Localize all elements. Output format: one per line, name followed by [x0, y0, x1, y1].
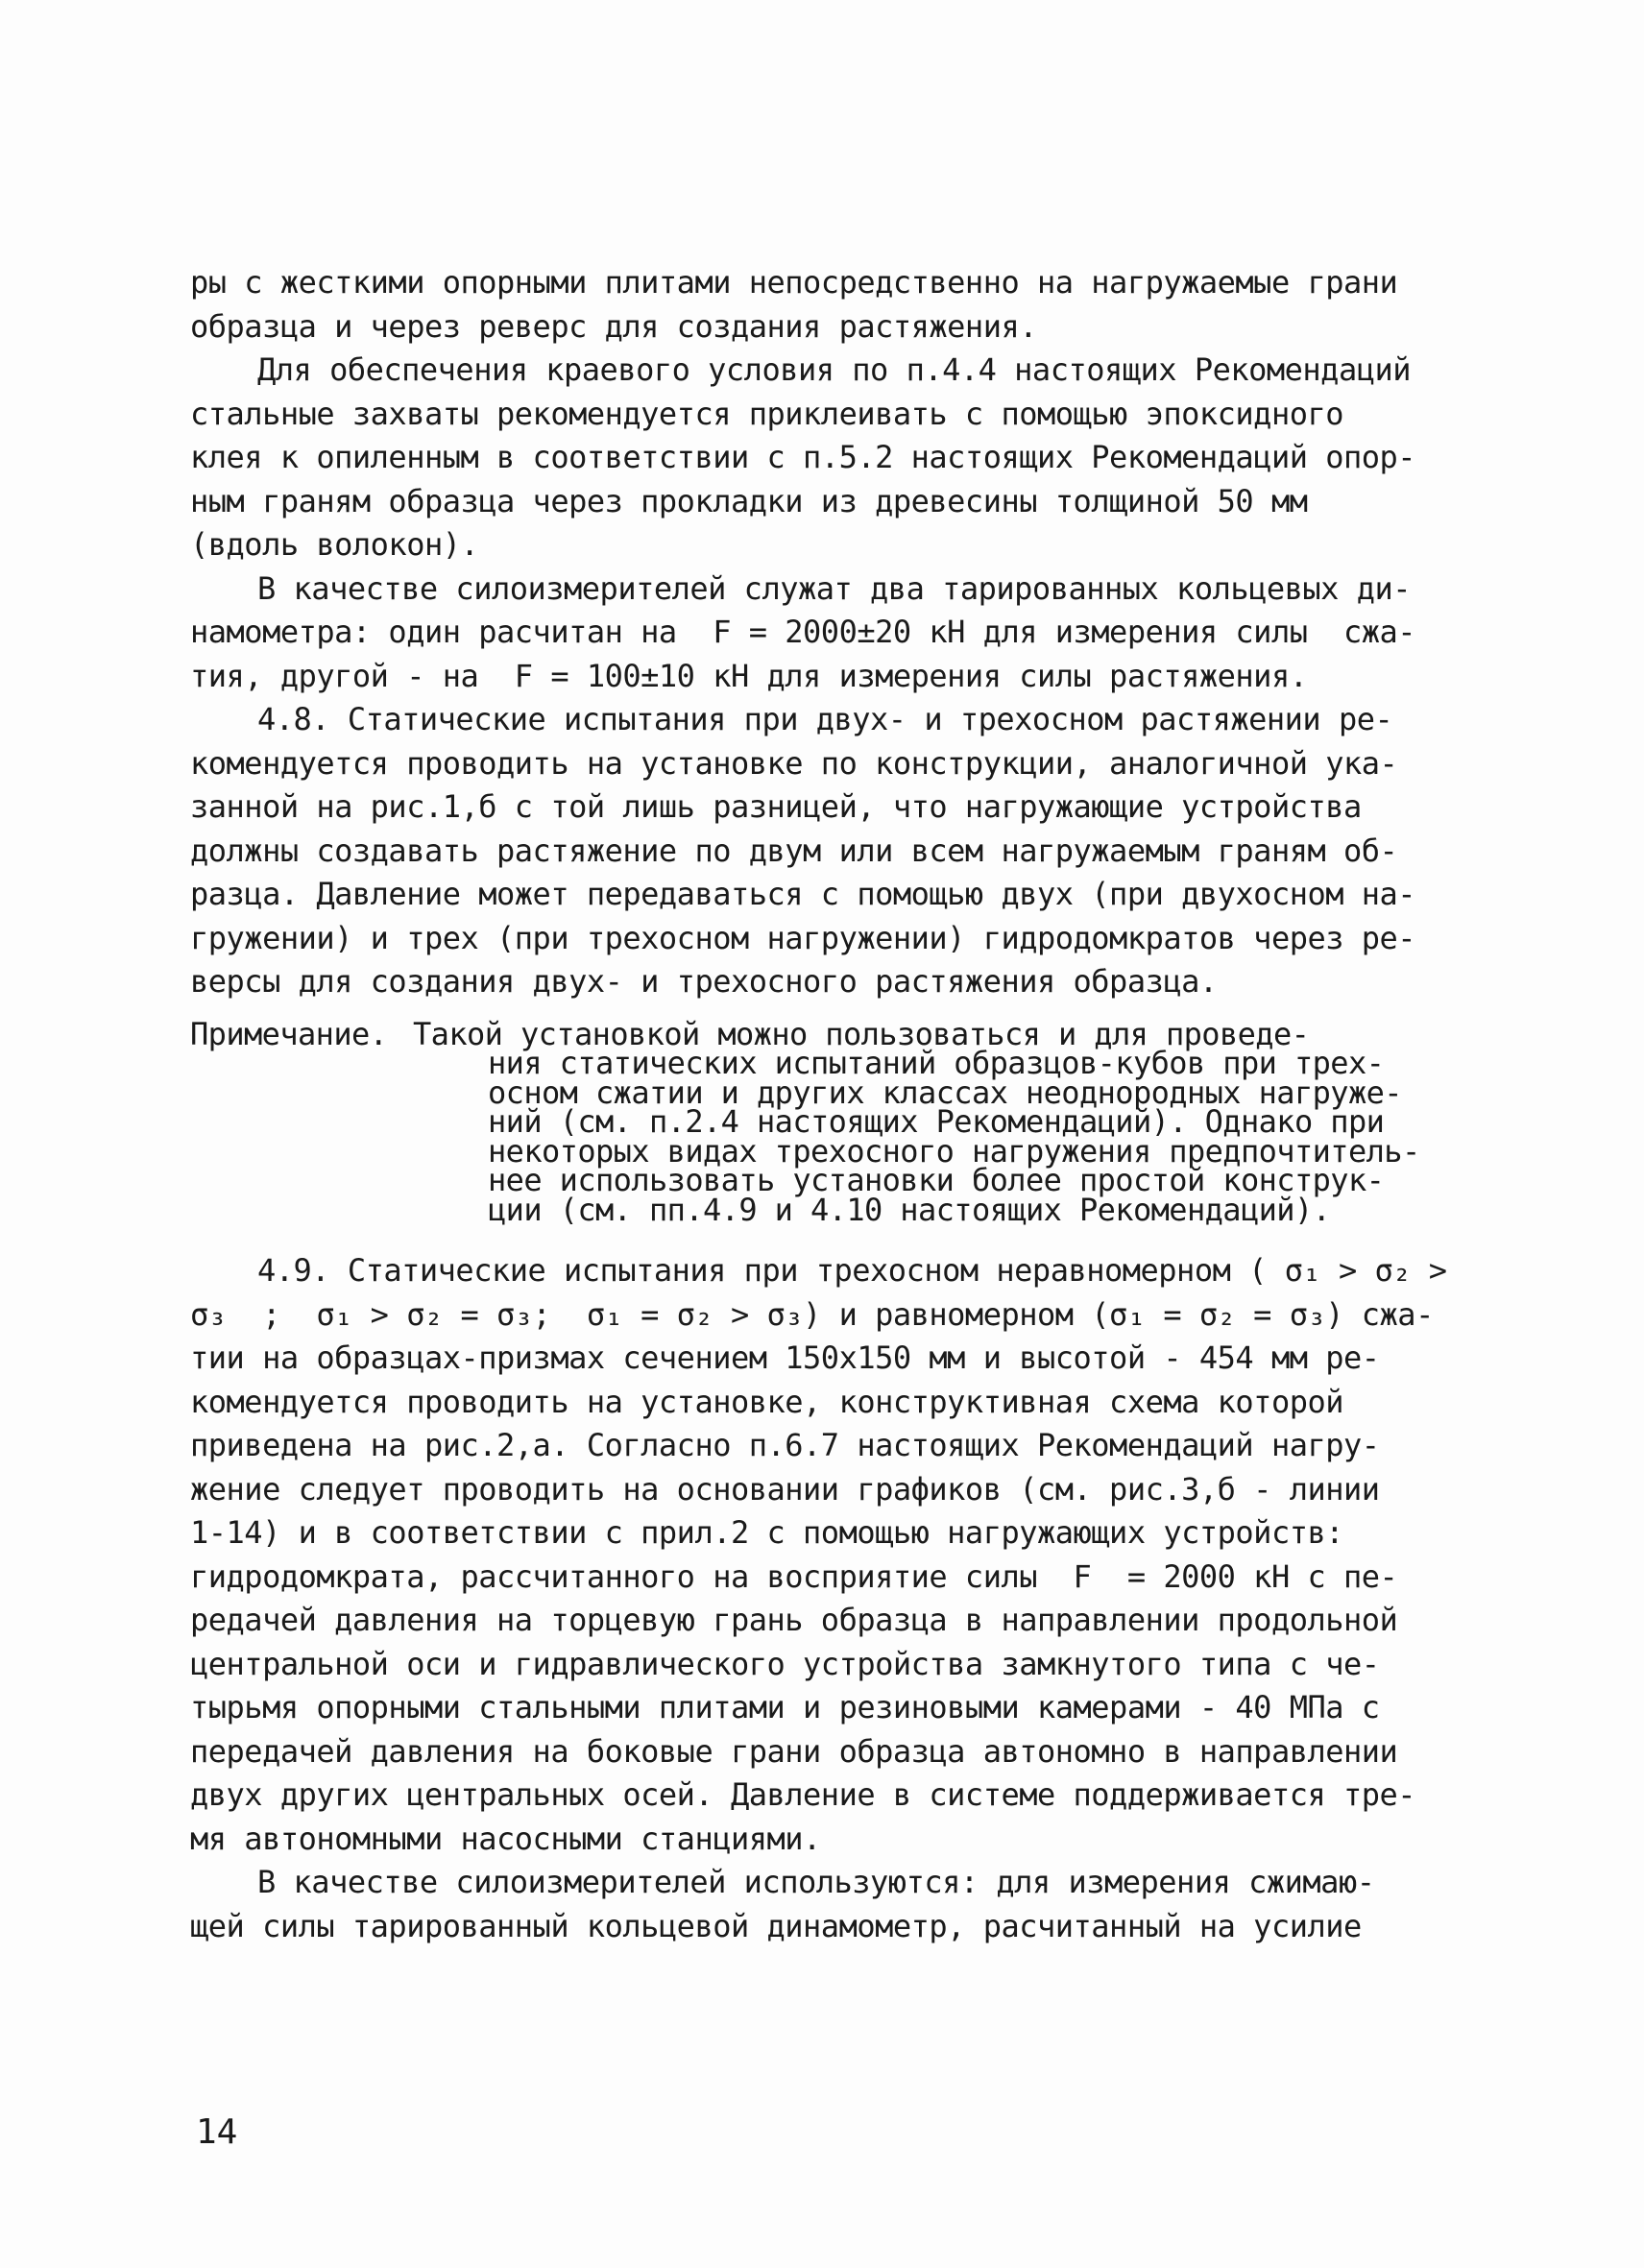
text-line: щей силы тарированный кольцевой динамометр, расчитанный на усилие	[190, 1907, 1362, 1944]
text-line: Для обеспечения краевого условия по п.4.4 настоящих Рекомендаций	[257, 351, 1411, 388]
text-line: разца. Давление может передаваться с помощью двух (при двухосном на-	[190, 876, 1416, 912]
text-line: версы для создания двух- и трехосного растяжения образца.	[190, 963, 1218, 1000]
text-line: центральной оси и гидравлического устройства замкнутого типа с че-	[190, 1645, 1380, 1682]
text-line: комендуется проводить на установке, конструктивная схема которой	[190, 1383, 1343, 1420]
text-line: (вдоль волокон).	[190, 526, 479, 563]
paragraph	[190, 349, 1467, 567]
note-line: некоторых видах трехосного нагружения предпочтитель-	[488, 1132, 1420, 1170]
text-line: 4.9. Статические испытания при трехосном неравномерном ( σ₁ > σ₂ >	[257, 1252, 1447, 1289]
text-line: мя автономными насосными станциями.	[190, 1820, 821, 1857]
page-number: 14	[196, 2112, 238, 2152]
text-line: стальные захваты рекомендуется приклеивать с помощью эпоксидного	[190, 395, 1343, 432]
text-line: σ₃ ; σ₁ > σ₂ = σ₃; σ₁ = σ₂ > σ₃) и равномерном (σ₁ = σ₂ = σ₃) сжа-	[190, 1295, 1434, 1333]
text-line: занной на рис.1,б с той лишь разницей, что нагружающие устройства	[190, 788, 1362, 825]
paragraph	[190, 1249, 1467, 1861]
note-line: ний (см. п.2.4 настоящих Рекомендаций). Однако при	[488, 1103, 1385, 1140]
text-line: тырьмя опорными стальными плитами и резиновыми камерами - 40 МПа с	[190, 1689, 1380, 1725]
note-line: ния статических испытаний образцов-кубов при трех-	[488, 1045, 1385, 1081]
text-line: приведена на рис.2,а. Согласно п.6.7 настоящих Рекомендаций нагру-	[190, 1427, 1380, 1463]
text-line: образца и через реверс для создания растяжения.	[190, 307, 1037, 345]
text-line: намометра: один расчитан на F = 2000±20 кН для измерения силы сжа-	[190, 614, 1416, 650]
text-line: гружении) и трех (при трехосном нагружении) гидродомкратов через ре-	[190, 919, 1416, 956]
document-body	[190, 261, 1467, 1948]
paragraph	[190, 1861, 1467, 1948]
text-line: ры с жесткими опорными плитами непосредственно на нагружаемые грани	[190, 264, 1398, 301]
note-line: ции (см. пп.4.9 и 4.10 настоящих Рекомендаций).	[488, 1191, 1331, 1228]
note-line: осном сжатии и других классах неоднородных нагруже-	[488, 1074, 1402, 1111]
note-label: Примечание.	[190, 1015, 388, 1052]
paragraph	[190, 567, 1467, 699]
text-line: должны создавать растяжение по двум или всем нагружаемым граням об-	[190, 832, 1398, 869]
note-block	[190, 1015, 1467, 1228]
paragraph	[190, 698, 1467, 1004]
text-line: двух других центральных осей. Давление в системе поддерживается тре-	[190, 1776, 1416, 1813]
text-line: гидродомкрата, рассчитанного на восприятие силы F = 2000 кН с пе-	[190, 1557, 1398, 1595]
text-line: ным граням образца через прокладки из древесины толщиной 50 мм	[190, 482, 1308, 519]
note-line: нее использовать установки более простой конструк-	[488, 1162, 1385, 1198]
paragraph	[190, 261, 1467, 349]
text-line: редачей давления на торцевую грань образца в направлении продольной	[190, 1602, 1398, 1638]
text-line: тии на образцах-призмах сечением 150х150 мм и высотой - 454 мм ре-	[190, 1339, 1380, 1376]
note-line: Такой установкой можно пользоваться и для проведе-	[413, 1015, 1310, 1052]
text-line: передачей давления на боковые грани образца автономно в направлении	[190, 1732, 1398, 1770]
text-line: клея к опиленным в соответствии с п.5.2 настоящих Рекомендаций опор-	[190, 439, 1416, 475]
text-line: 1-14) и в соответствии с прил.2 с помощью нагружающих устройств:	[190, 1514, 1343, 1551]
text-line: комендуется проводить на установке по конструкции, аналогичной ука-	[190, 744, 1398, 782]
text-line: 4.8. Статические испытания при двух- и трехосном растяжении ре-	[257, 701, 1393, 737]
text-line: жение следует проводить на основании графиков (см. рис.3,б - линии	[190, 1470, 1380, 1508]
text-line: В качестве силоизмерителей служат два тарированных кольцевых ди-	[257, 569, 1411, 607]
text-line: В качестве силоизмерителей используются: для измерения сжимаю-	[257, 1864, 1375, 1900]
text-line: тия, другой - на F = 100±10 кН для измерения силы растяжения.	[190, 657, 1308, 694]
